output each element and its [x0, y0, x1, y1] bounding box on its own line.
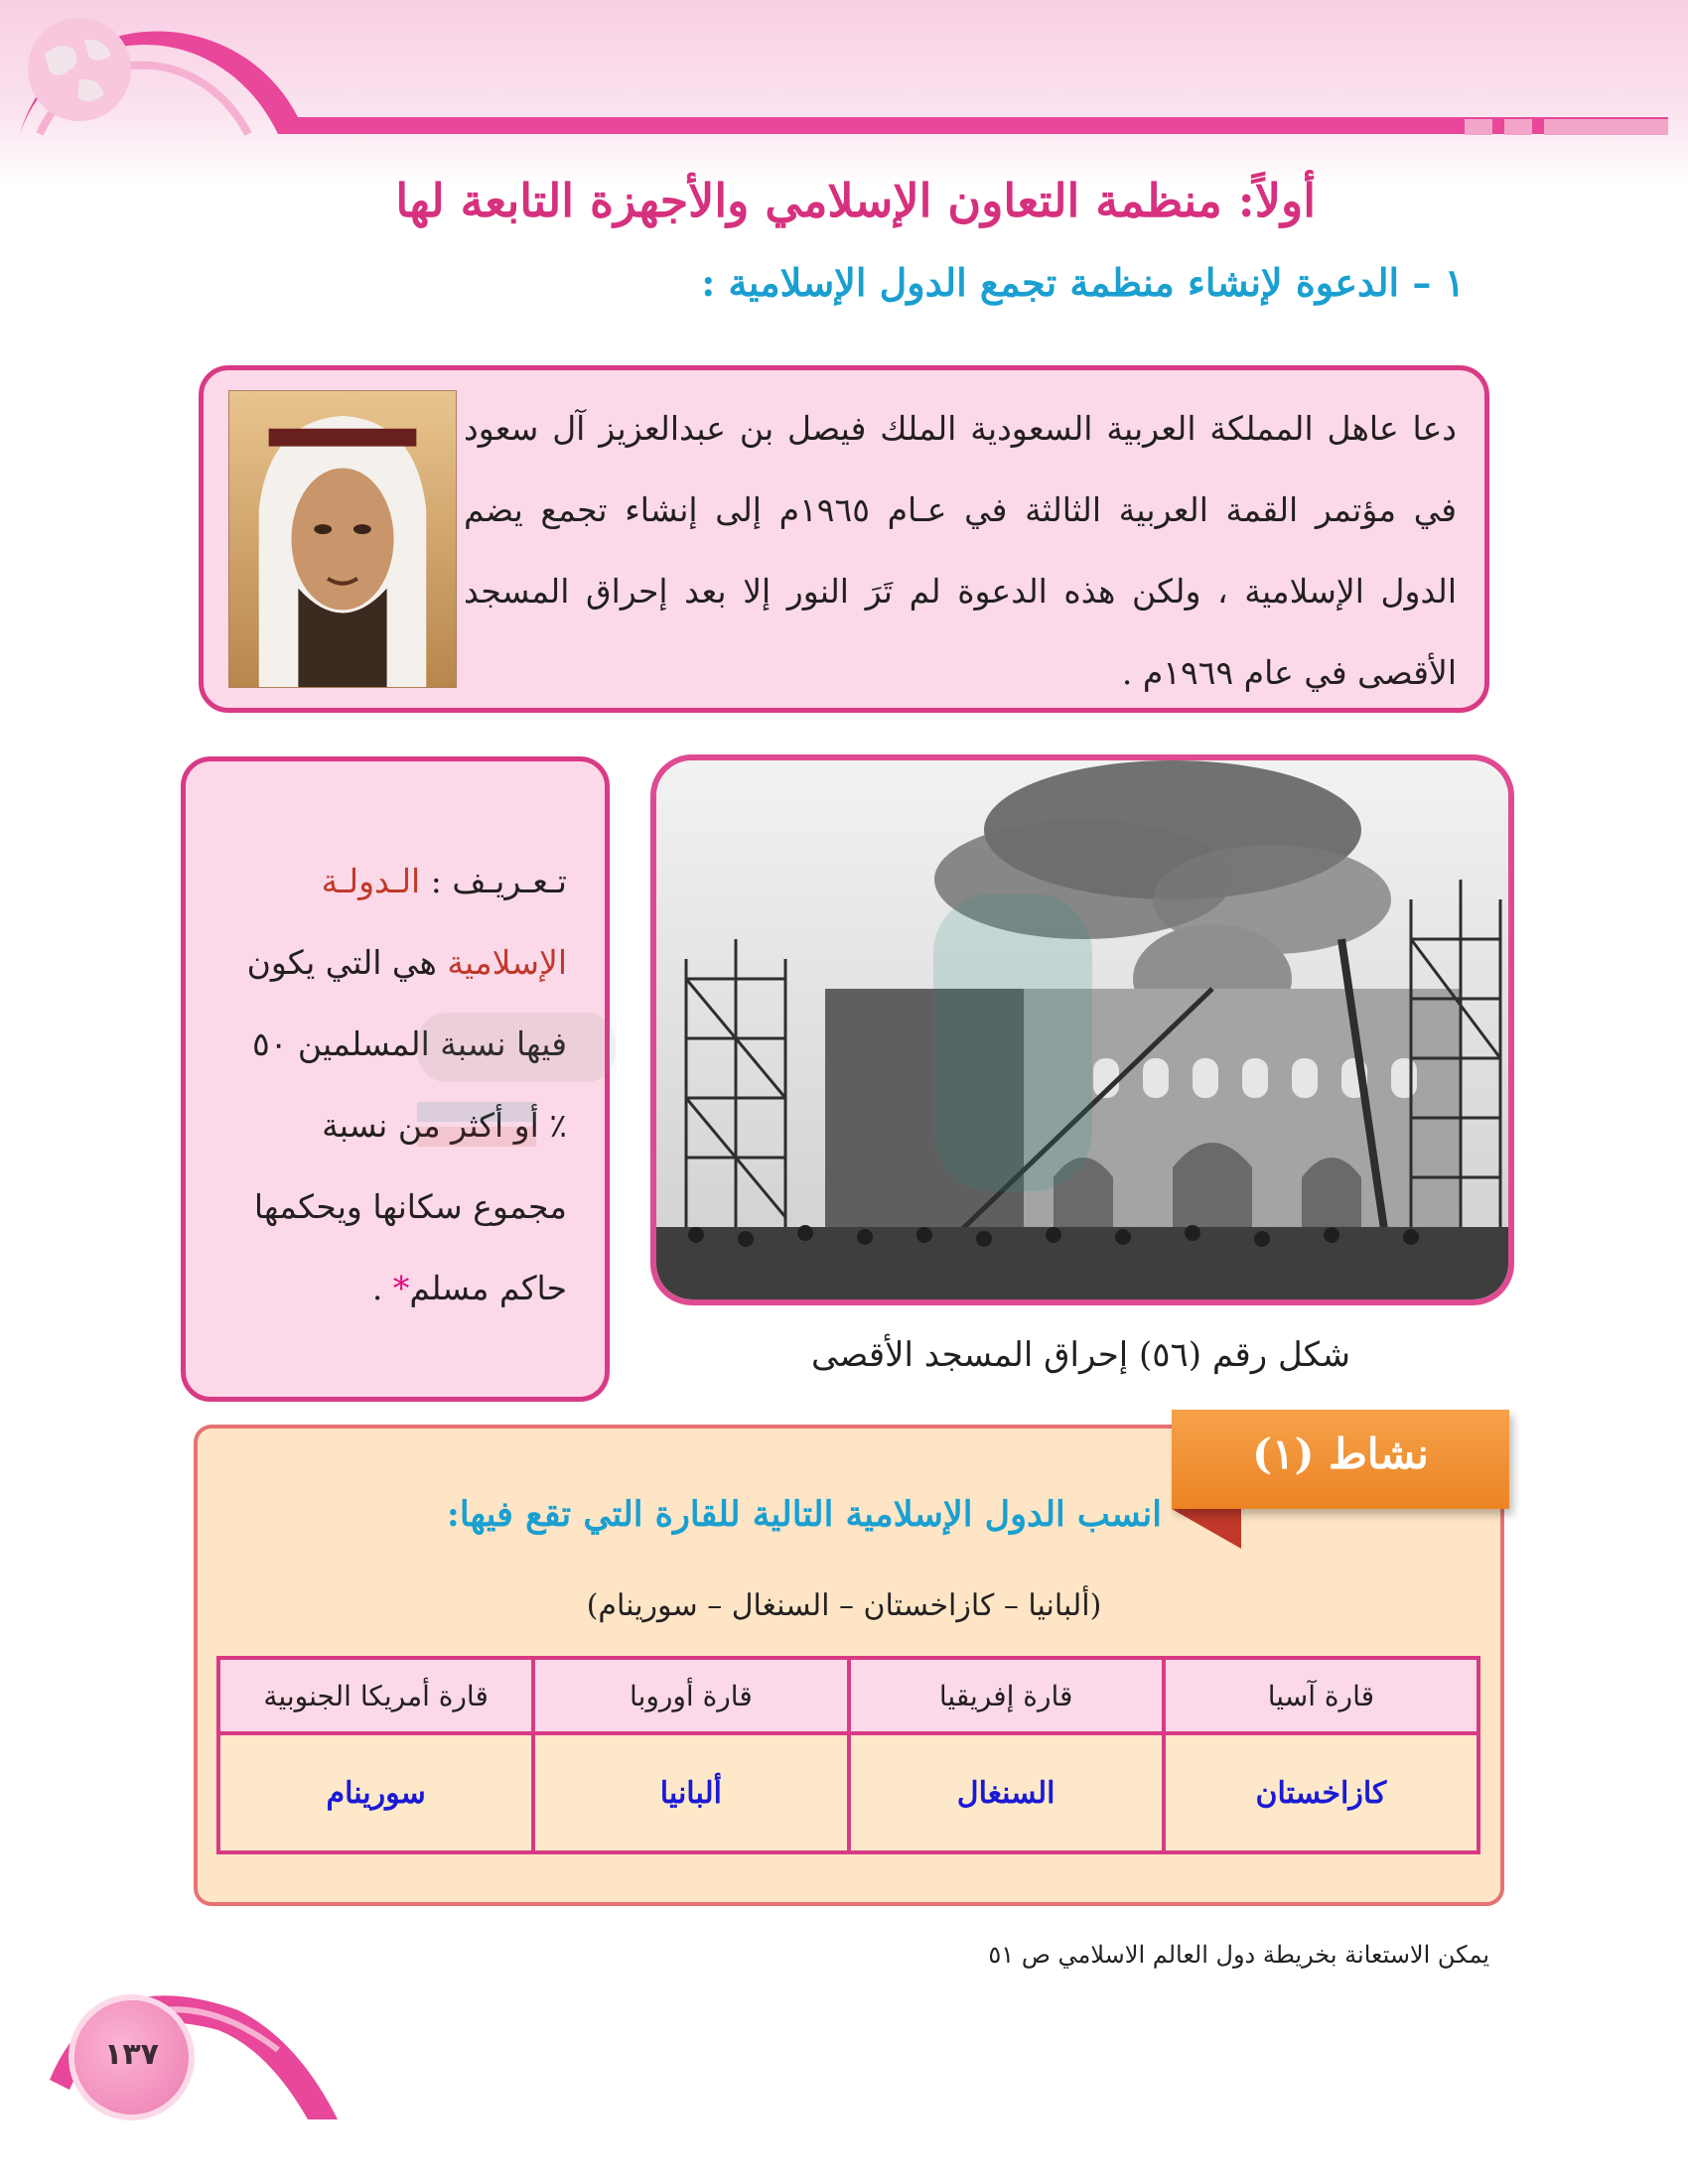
- definition-box: [181, 756, 610, 1402]
- footnote: يمكن الاستعانة بخريطة دول العالم الاسلامي ص ٥١: [988, 1941, 1489, 1969]
- column-header-asia: قارة آسيا: [1164, 1658, 1478, 1733]
- answer-africa[interactable]: السنغال: [849, 1733, 1164, 1852]
- footnote-asterisk: *: [392, 1269, 410, 1307]
- answer-asia[interactable]: كازاخستان: [1164, 1733, 1478, 1852]
- activity-tab-fold: [1172, 1509, 1241, 1549]
- definition-body: هي التي يكون فيها نسبة المسلمين ٥٠ ٪ أو أكثر من نسبة مجموع سكانها ويحكمها حاكم مسلم: [246, 943, 567, 1307]
- table-header-row: [218, 1658, 1478, 1733]
- section-title: أولاً: منظمة التعاون الإسلامي والأجهزة التابعة لها: [395, 174, 1316, 227]
- king-faisal-portrait: [228, 390, 457, 688]
- intro-box: [199, 365, 1489, 713]
- page-number: ١٣٧: [104, 2037, 159, 2072]
- activity-country-list: (ألبانيا – كازاخستان – السنغال – سورينام): [586, 1588, 1102, 1623]
- column-header-europe: قارة أوروبا: [533, 1658, 848, 1733]
- answer-europe[interactable]: ألبانيا: [533, 1733, 848, 1852]
- top-swoosh-decoration: [0, 0, 1688, 199]
- activity-label: نشاط (١): [1252, 1430, 1429, 1478]
- column-header-south-america: قارة أمريكا الجنوبية: [218, 1658, 533, 1733]
- activity-instruction: انسب الدول الإسلامية التالية للقارة التي تقع فيها:: [446, 1494, 1162, 1535]
- table-row: [218, 1733, 1478, 1852]
- figure-caption: شكل رقم (٥٦) إحراق المسجد الأقصى: [811, 1335, 1350, 1375]
- definition-label: تـعـريـف :: [420, 862, 567, 900]
- globe-icon: [20, 10, 139, 129]
- definition-term: الـدولـة الإسلامية: [321, 862, 567, 982]
- intro-paragraph: دعا عاهل المملكة العربية السعودية الملك فيصل بن عبدالعزيز آل سعود في مؤتمر القمة العربية الثالثة في عـام ١٩٦٥م إلى إنشاء تجمع يضم الدول الإسلامية ، ولكن هذه الدعوة لم تَرَ النور إلا بعد إحراق المسجد الأقصى في عام ١٩٦٩م .: [464, 409, 1458, 692]
- activity-table: [216, 1656, 1480, 1854]
- definition-paragraph: [224, 841, 567, 1329]
- column-header-africa: قارة إفريقيا: [849, 1658, 1164, 1733]
- subsection-title: ١ – الدعوة لإنشاء منظمة تجمع الدول الإسلامية :: [701, 260, 1465, 305]
- definition-end: .: [371, 1269, 393, 1307]
- answer-south-america[interactable]: سورينام: [218, 1733, 533, 1852]
- al-aqsa-fire-photo: [650, 754, 1514, 1305]
- photo-illustration: [656, 760, 1508, 1299]
